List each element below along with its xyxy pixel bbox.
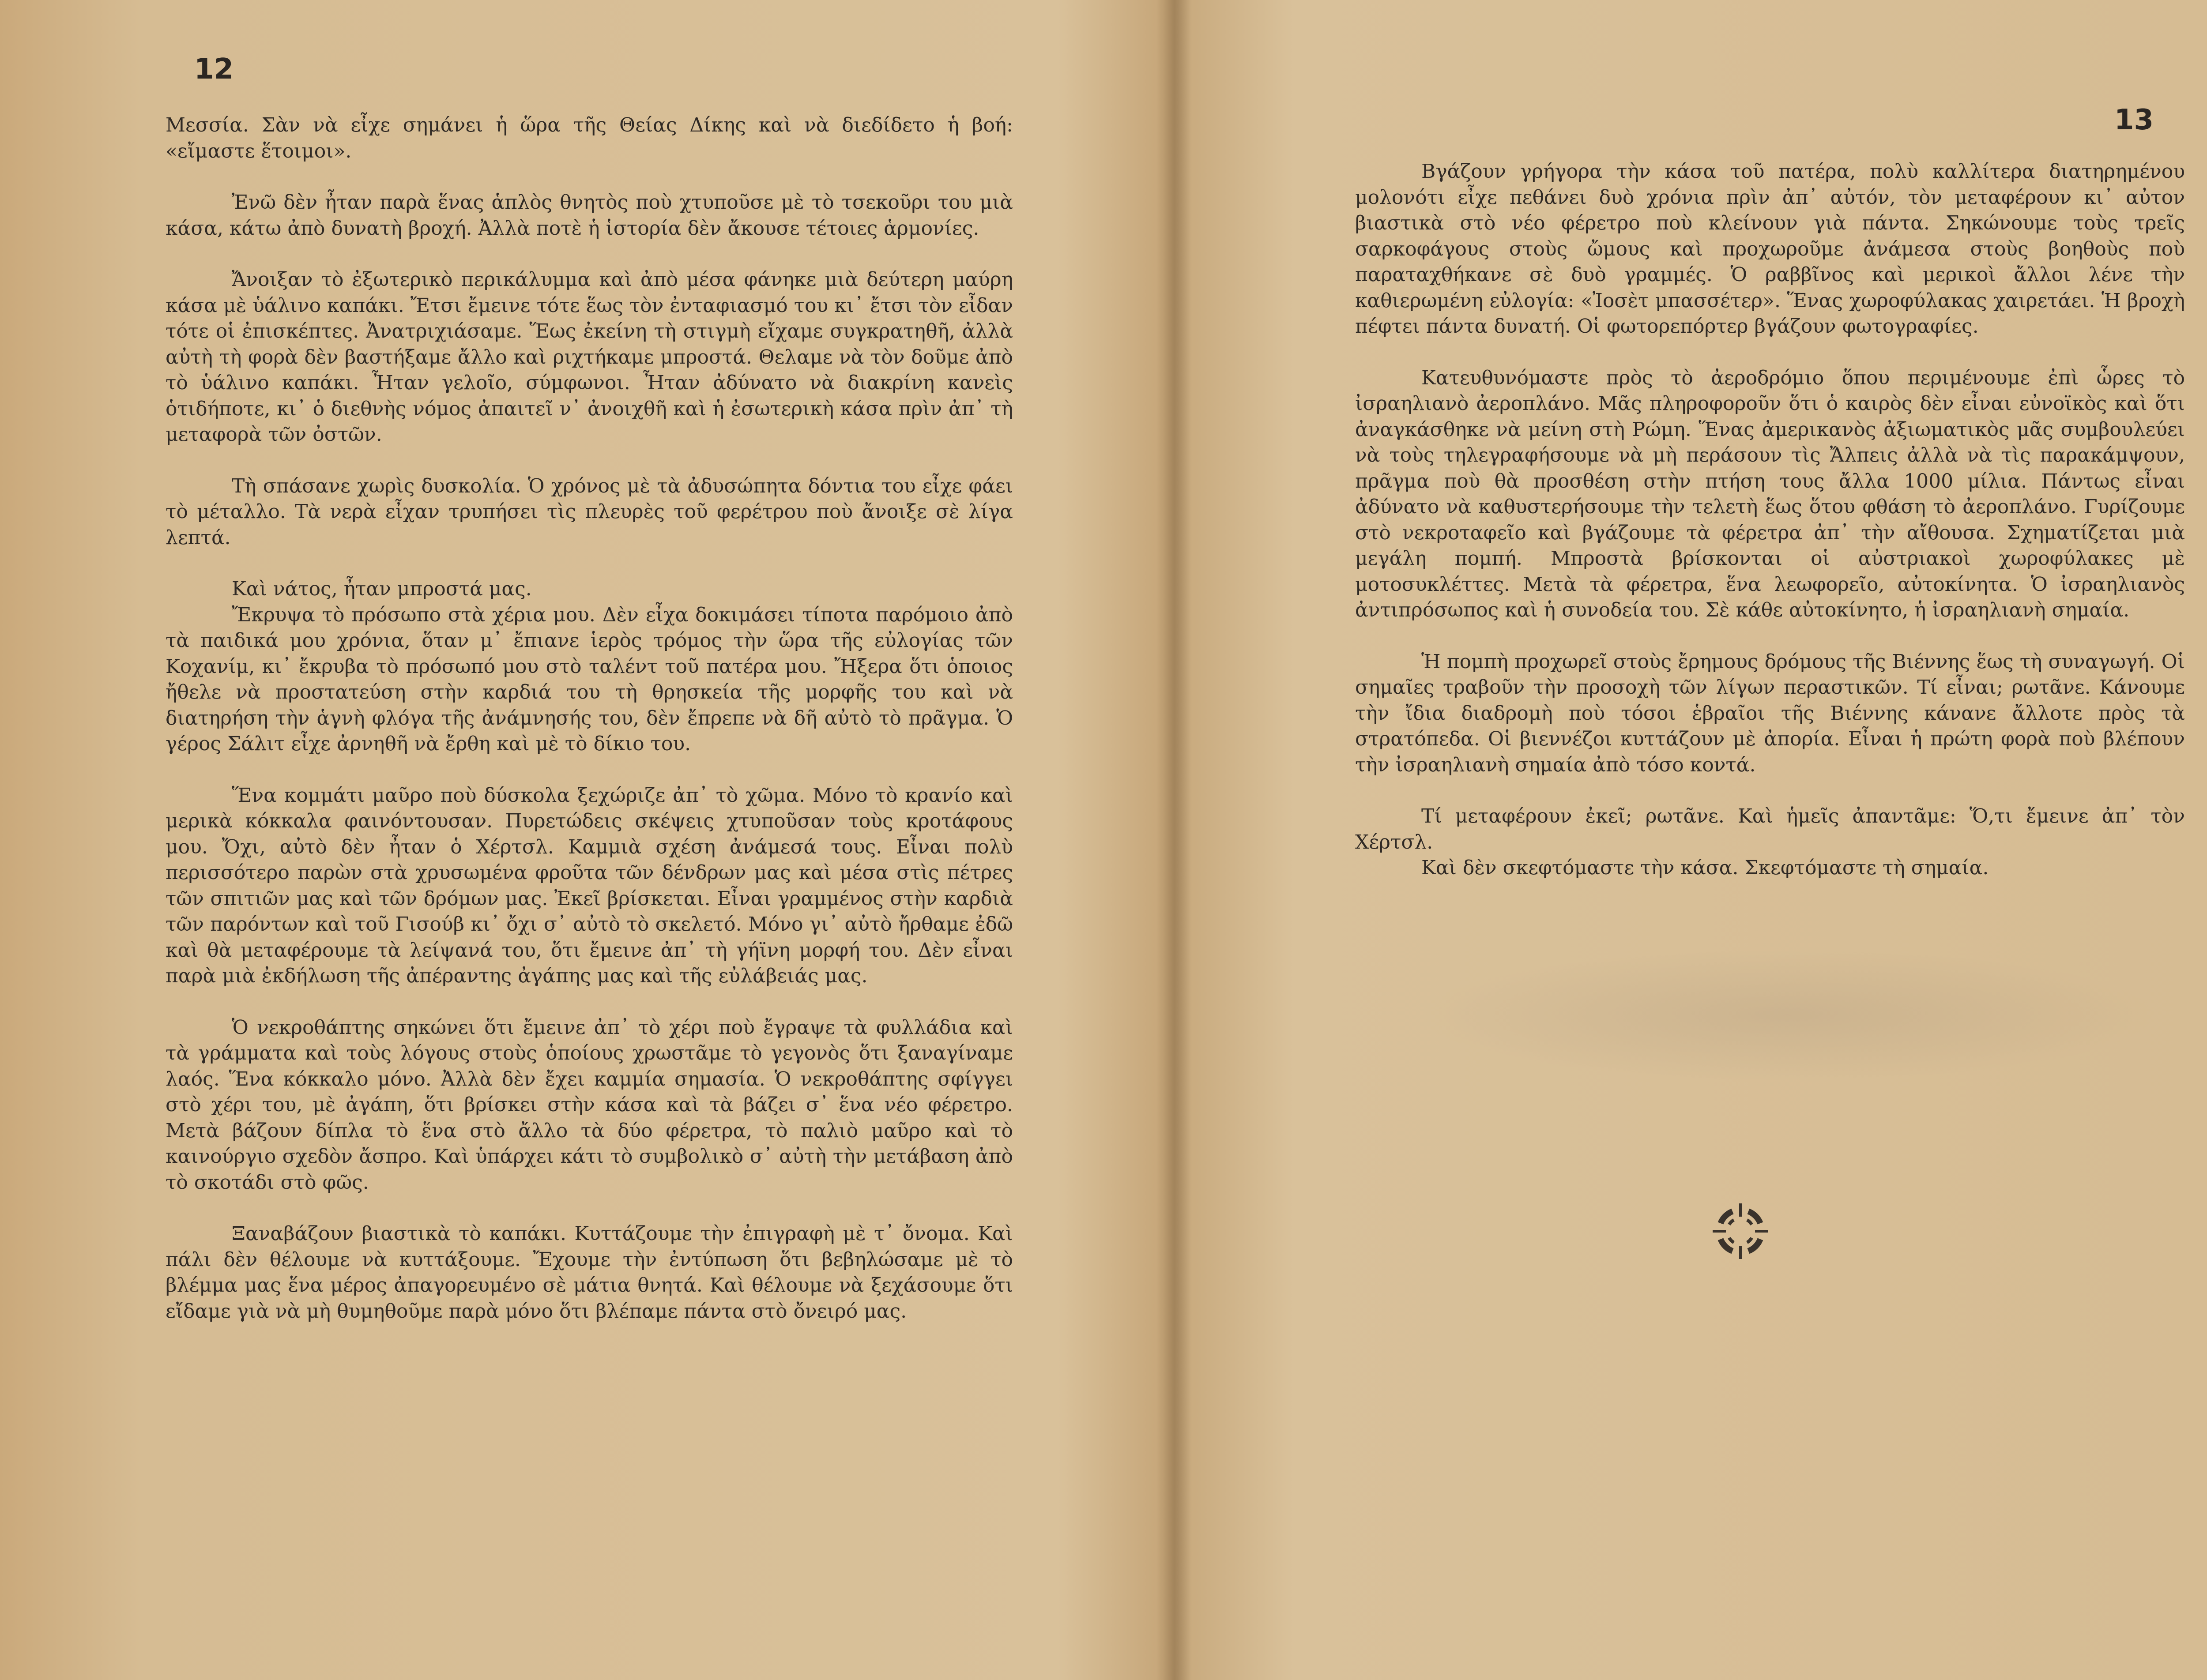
page-number-right: 13 [2114,104,2154,136]
left-page-text [166,113,1013,1350]
paragraph: Βγάζουν γρήγορα τὴν κάσα τοῦ πατέρα, πολὺ καλλίτερα διατηρημένου μολονότι εἶχε πεθάνει δυὸ χρόνια πρὶν ἀπ᾿ αὐτόν, τὸν μεταφέρουν κι᾿ αὐτον βιαστικὰ στὸ νέο φέρετρο ποὺ κλείνουν γιὰ πάντα. Σηκώνουμε τοὺς τρεῖς σαρκοφάγους στοὺς ὤμους καὶ προχωροῦμε ἀνάμεσα στοὺς βοηθοὺς ποὺ παραταχθήκανε σὲ δυὸ γραμμές. Ὁ ραββῖνος καὶ μερικοὶ ἄλλοι λένε τὴν καθιερωμένη εὐλογία: «Ἰοσὲτ μπασσέτερ». Ἕνας χωροφύλακας χαιρετάει. Ἡ βροχὴ πέφτει πάντα δυνατή. Οἱ φωτορεπόρτερ βγάζουν φωτογραφίες. [1355,160,2185,338]
paragraph: Τὴ σπάσανε χωρὶς δυσκολία. Ὁ χρόνος μὲ τὰ ἀδυσώπητα δόντια του εἶχε φάει τὸ μέταλλο. Τὰ νερὰ εἶχαν τρυπήσει τὶς πλευρὲς τοῦ φερέτρου ποὺ ἄνοιξε σὲ λίγα λεπτά. [166,474,1013,549]
paragraph: Τί μεταφέρουν ἐκεῖ; ρωτᾶνε. Καὶ ἡμεῖς ἀπαντᾶμε: Ὅ,τι ἔμεινε ἀπ᾿ τὸν Χέρτσλ. [1355,805,2185,853]
paragraph: Καὶ δὲν σκεφτόμαστε τὴν κάσα. Σκεφτόμαστε τὴ σημαία. [1421,857,1989,879]
paragraph: Ἄνοιξαν τὸ ἐξωτερικὸ περικάλυμμα καὶ ἀπὸ μέσα φάνηκε μιὰ δεύτερη μαύρη κάσα μὲ ὑάλινο καπάκι. Ἔτσι ἔμεινε τότε ἕως τὸν ἐνταφιασμό του κι᾿ ἔτσι τὸν εἶδαν τότε οἱ ἐπισκέπτες. Ἀνατριχιάσαμε. Ἕως ἐκείνη τὴ στιγμὴ εἴχαμε συγκρατηθῆ, ἀλλὰ αὐτὴ τὴ φορὰ δὲν βαστήξαμε ἄλλο καὶ ριχτήκαμε μπροστά. Θελαμε νὰ τὸν δοῦμε ἀπὸ τὸ ὑάλινο καπάκι. Ἦταν γελοῖο, σύμφωνοι. Ἦταν ἀδύνατο νὰ διακρίνη κανεὶς ὁτιδήποτε, κι᾿ ὁ διεθνὴς νόμος ἀπαιτεῖ ν᾿ ἀνοιχθῆ καὶ ἡ ἐσωτερικὴ κάσα πρὶν ἀπ᾿ τὴ μεταφορὰ τῶν ὀστῶν. [166,268,1013,446]
paragraph: Ἔκρυψα τὸ πρόσωπο στὰ χέρια μου. Δὲν εἶχα δοκιμάσει τίποτα παρόμοιο ἀπὸ τὰ παιδικά μου χρόνια, ὅταν μ᾿ ἔπιανε ἱερὸς τρόμος τὴν ὥρα τῆς εὐλογίας τῶν Κοχανίμ, κι᾿ ἔκρυβα τὸ πρόσωπό μου στὸ ταλέντ τοῦ πατέρα μου. Ἤξερα ὅτι ὁποιος ἤθελε νὰ προστατεύση στὴν καρδιά του τὴ θρησκεία τῆς μορφῆς του καὶ νὰ διατηρήση τὴν ἁγνὴ φλόγα τῆς ἀνάμνησής του, δὲν ἔπρεπε νὰ δῆ αὐτὸ τὸ πρᾶγμα. Ὁ γέρος Σάλιτ εἶχε ἀρνηθῆ νὰ ἔρθη καὶ μὲ τὸ δίκιο του. [166,603,1013,755]
page-number-left: 12 [194,53,234,86]
right-page-text [1355,159,2185,907]
paragraph: Ξαναβάζουν βιαστικὰ τὸ καπάκι. Κυττάζουμε τὴν ἐπιγραφὴ μὲ τ᾿ ὄνομα. Καὶ πάλι δὲν θέλουμε νὰ κυττάξουμε. Ἔχουμε τὴν ἐντύπωση ὅτι βεβηλώσαμε μὲ τὸ βλέμμα μας ἕνα μέρος ἀπαγορευμένο σὲ μάτια θνητά. Καὶ θέλουμε νὰ ξεχάσουμε ὅτι εἴδαμε γιὰ νὰ μὴ θυμηθοῦμε παρὰ μόνο ὅτι βλέπαμε πάντα στὸ ὄνειρό μας. [166,1222,1013,1323]
paragraph: Καὶ νάτος, ἦταν μπροστά μας. [232,578,532,600]
paragraph: Ἕνα κομμάτι μαῦρο ποὺ δύσκολα ξεχώριζε ἀπ᾿ τὸ χῶμα. Μόνο τὸ κρανίο καὶ μερικὰ κόκκαλα φαινόντουσαν. Πυρετώδεις σκέψεις χτυποῦσαν τοὺς κροτάφους μου. Ὄχι, αὐτὸ δὲν ἦταν ὁ Χέρτσλ. Καμμιὰ σχέση ἀνάμεσά τους. Εἶναι πολὺ περισσότερο παρὼν στὰ χρυσωμένα φροῦτα τῶν δένδρων μας καὶ μέσα στὶς πέτρες τῶν σπιτιῶν μας καὶ τῶν δρόμων μας. Ἐκεῖ βρίσκεται. Εἶναι γραμμένος στὴν καρδιὰ τῶν παρόντων καὶ τοῦ Γισούβ κι᾿ ὄχι σ᾿ αὐτὸ τὸ σκελετό. Μόνο γι᾿ αὐτὸ ἤρθαμε ἐδῶ καὶ θὰ μεταφέρουμε τὰ λείψανά του, ὅτι ἔμεινε ἀπ᾿ τὴ γήϊνη μορφή του. Δὲν εἶναι παρὰ μιὰ ἐκδήλωση τῆς ἀπέραντης ἀγάπης μας καὶ τῆς εὐλάβειάς μας. [166,784,1013,987]
paragraph: Ἡ πομπὴ προχωρεῖ στοὺς ἔρημους δρόμους τῆς Βιέννης ἕως τὴ συναγωγή. Οἱ σημαῖες τραβοῦν τὴν προσοχὴ τῶν λίγων περαστικῶν. Τί εἶναι; ρωτᾶνε. Κάνουμε τὴν ἴδια διαδρομὴ ποὺ τόσοι ἑβραῖοι τῆς Βιέννης κάνανε ἄλλοτε πρὸς τὰ στρατόπεδα. Οἱ βιεννέζοι κυττάζουν μὲ ἀπορία. Εἶναι ἡ πρώτη φορὰ ποὺ βλέπουν τὴν ἰσραηλιανὴ σημαία ἀπὸ τόσο κοντά. [1355,650,2185,776]
right-page [1174,0,2207,1680]
paragraph: Ἐνῶ δὲν ἦταν παρὰ ἕνας ἁπλὸς θνητὸς ποὺ χτυποῦσε μὲ τὸ τσεκοῦρι του μιὰ κάσα, κάτω ἀπὸ δυνατὴ βροχή. Ἀλλὰ ποτὲ ἡ ἱστορία δὲν ἄκουσε τέτοιες ἁρμονίες. [166,191,1013,240]
paragraph: Μεσσία. Σὰν νὰ εἶχε σημάνει ἡ ὥρα τῆς Θείας Δίκης καὶ νὰ διεδίδετο ἡ βοή: «εἴμαστε ἕτοιμοι». [166,114,1013,162]
paragraph: Κατευθυνόμαστε πρὸς τὸ ἀεροδρόμιο ὅπου περιμένουμε ἐπὶ ὧρες τὸ ἰσραηλιανὸ ἀεροπλάνο. Μᾶς πληροφοροῦν ὅτι ὁ καιρὸς δὲν εἶναι εὐνοϊκὸς καὶ ὅτι ἀναγκάσθηκε νὰ μείνη στὴ Ρώμη. Ἕνας ἀμερικανὸς ἀξιωματικὸς μᾶς συμβουλεύει νὰ τοὺς τηλεγραφήσουμε νὰ μὴ περάσουν τὶς Ἄλπεις ἀλλὰ νὰ τὶς παρακάμψουν, πρᾶγμα ποὺ θὰ προσθέση στὴν πτήση τους ἄλλα 1000 μίλια. Πάντως εἶναι ἀδύνατο νὰ καθυστερήσουμε τὴν τελετὴ ἕως ὅτου φθάση τὸ ἀεροπλάνο. Γυρίζουμε στὸ νεκροταφεῖο καὶ βγάζουμε τὰ φέρετρα ἀπ᾿ τὴν αἴθουσα. Σχηματίζεται μιὰ μεγάλη πομπή. Μπροστὰ βρίσκονται οἱ αὐστριακοὶ χωροφύλακες μὲ μοτοσυκλέττες. Μετὰ τὰ φέρετρα, ἕνα λεωφορεῖο, αὐτοκίνητα. Ὁ ἰσραηλιανὸς ἀντιπρόσωπος καὶ ἡ συνοδεία του. Σὲ κάθε αὐτοκίνητο, ἡ ἰσραηλιανὴ σημαία. [1355,366,2185,621]
paragraph: Ὁ νεκροθάπτης σηκώνει ὅτι ἔμεινε ἀπ᾿ τὸ χέρι ποὺ ἔγραψε τὰ φυλλάδια καὶ τὰ γράμματα καὶ τοὺς λόγους στοὺς ὁποίους χρωστᾶμε τὸ γεγονὸς ὅτι ξαναγίναμε λαός. Ἕνα κόκκαλο μόνο. Ἀλλὰ δὲν ἔχει καμμία σημασία. Ὁ νεκροθάπτης σφίγγει στὸ χέρι του, μὲ ἀγάπη, ὅτι βρίσκει στὴν κάσα καὶ τὰ βάζει σ᾿ ἕνα νέο φέρετρο. Μετὰ βάζουν δίπλα τὸ ἕνα στὸ ἄλλο τὰ δύο φέρετρα, τὸ παλιὸ μαῦρο καὶ τὸ καινούργιο σχεδὸν ἄσπρο. Καὶ ὑπάρχει κάτι τὸ συμβολικὸ σ᾿ αὐτὴ τὴν μετάβαση ἀπὸ τὸ σκοτάδι στὸ φῶς. [166,1016,1013,1194]
circular-emblem-icon [1707,1198,1774,1264]
